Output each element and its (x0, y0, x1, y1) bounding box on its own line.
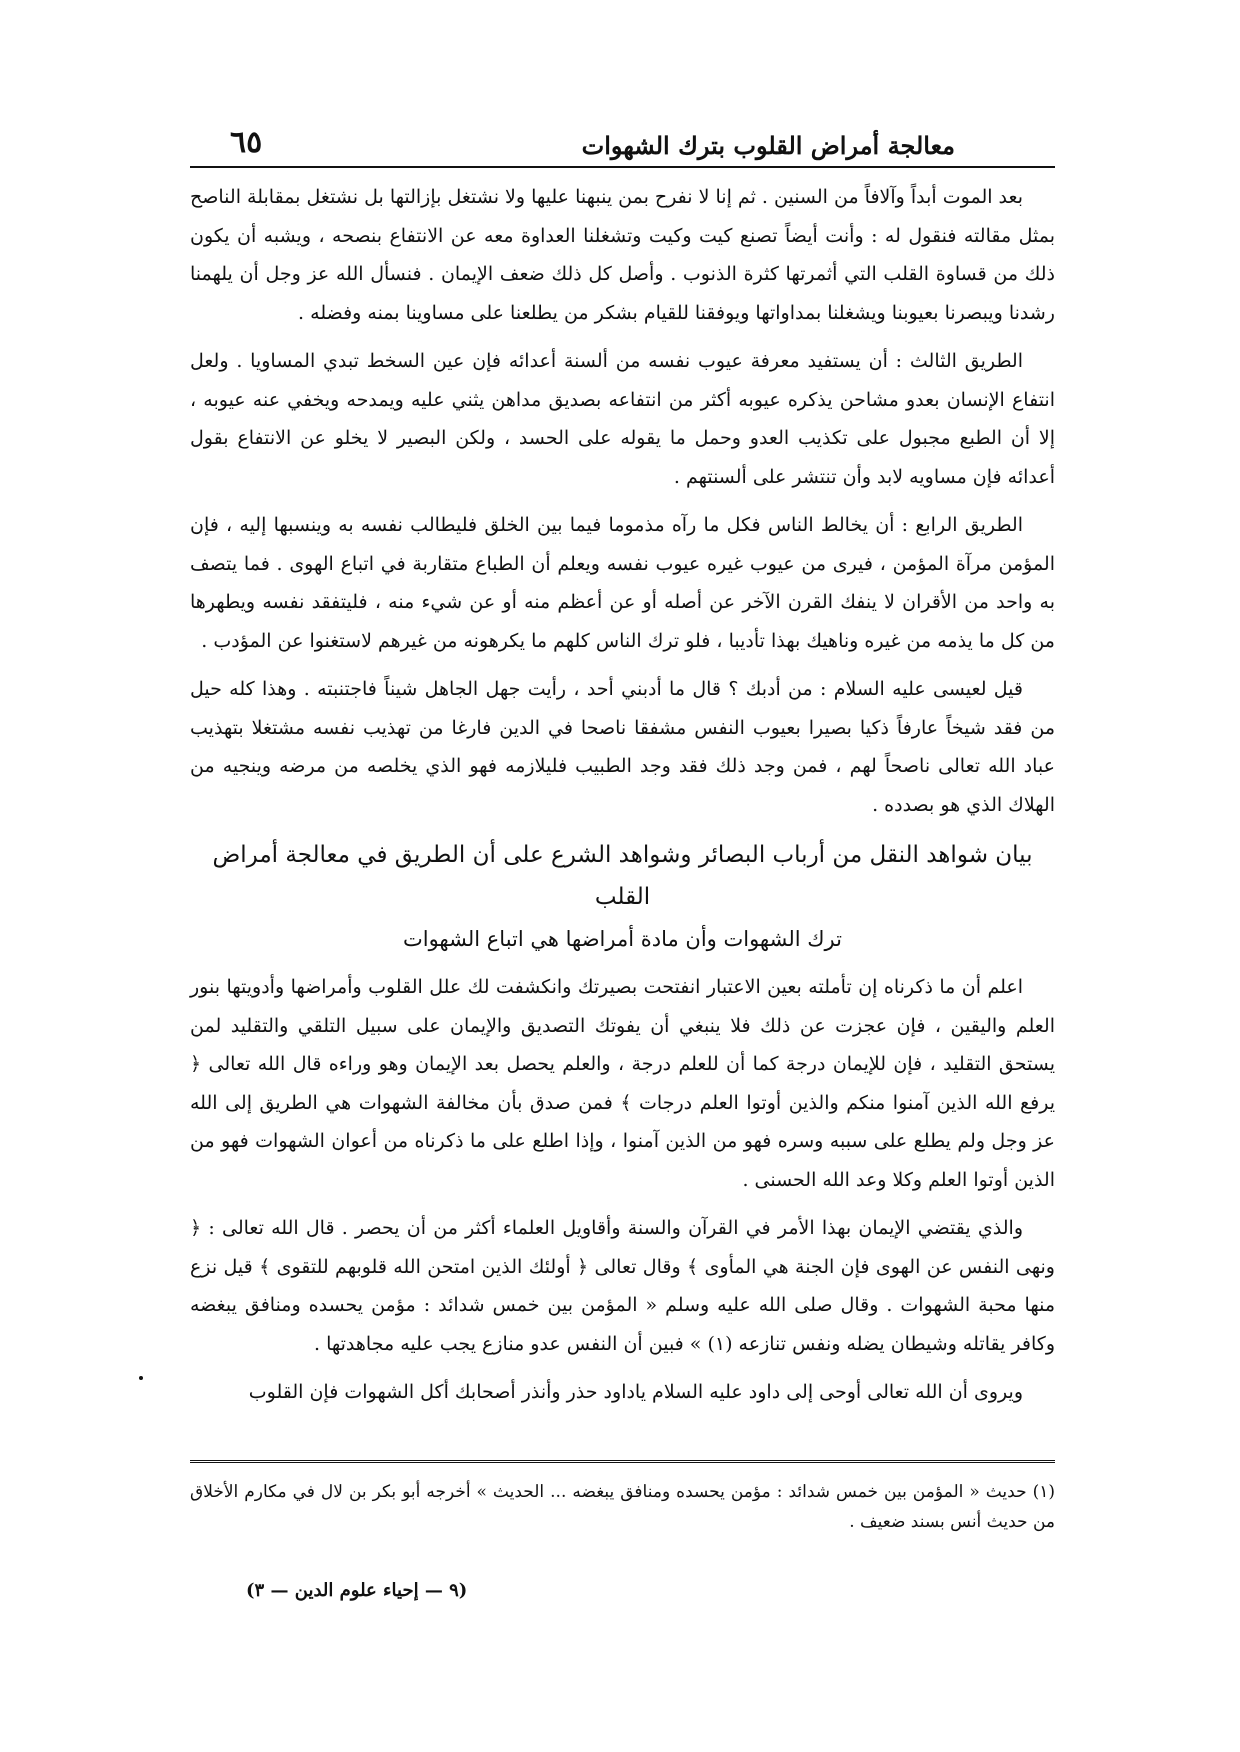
margin-dot (139, 1376, 143, 1380)
main-text (190, 178, 1055, 1412)
paragraph: ويروى أن الله تعالى أوحى إلى داود عليه السلام ياداود حذر وأنذر أصحابك أكل الشهوات فإن القلوب (248, 1381, 1023, 1403)
paragraph: الطريق الثالث : أن يستفيد معرفة عيوب نفسه من ألسنة أعدائه فإن عين السخط تبدي المساويا . ولعل انتفاع الإنسان بعدو مشاحن يذكره عيوبه أكثر من انتفاعه بصديق مداهن يثني عليه ويمدحه ويخفي عنه عيوبه ، إلا أن الطبع مجبول على تكذيب العدو وحمل ما يقوله على الحسد ، ولكن البصير لا يخلو عن الانتفاع بقول أعدائه فإن مساويه لابد وأن تنتشر على ألسنتهم . (190, 350, 1055, 488)
paragraph: والذي يقتضي الإيمان بهذا الأمر في القرآن والسنة وأقاويل العلماء أكثر من أن يحصر . قال الله تعالى : ﴿ ونهى النفس عن الهوى فإن الجنة هي المأوى ﴾ وقال تعالى ﴿ أولئك الذين امتحن الله قلوبهم للتقوى ﴾ قيل نزع منها محبة الشهوات . وقال صلى الله عليه وسلم « المؤمن بين خمس شدائد : مؤمن يحسده ومنافق يبغضه وكافر يقاتله وشيطان يضله ونفس تنازعه (١) » فبين أن النفس عدو منازع يجب عليه مجاهدتها . (190, 1217, 1055, 1355)
running-title: معالجة أمراض القلوب بترك الشهوات (581, 131, 955, 160)
page-number: ٦٥ (230, 125, 263, 160)
paragraph: الطريق الرابع : أن يخالط الناس فكل ما رآه مذموما فيما بين الخلق فليطالب نفسه به وينسبها إليه ، فإن المؤمن مرآة المؤمن ، فيرى من عيوب غيره عيوب نفسه ويعلم أن الطباع متقاربة في اتباع الهوى . فما يتصف به واحد من الأقران لا ينفك القرن الآخر عن أصله أو عن أعظم منه أو عن شيء منه ، فليتفقد نفسه ويطهرها من كل ما يذمه من غيره وناهيك بهذا تأديبا ، فلو ترك الناس كلهم ما يكرهونه من غيرهم لاستغنوا عن المؤدب . (190, 514, 1055, 652)
signature-mark: (٩ — إحياء علوم الدين — ٣) (246, 1580, 468, 1601)
paragraph: قيل لعيسى عليه السلام : من أدبك ؟ قال ما أدبني أحد ، رأيت جهل الجاهل شيناً فاجتنبته . وهذا كله حيل من فقد شيخاً عارفاً ذكيا بصيرا بعيوب النفس مشفقا ناصحا في الدين فارغا من تهذيب نفسه مشتغلا بتهذيب عباد الله تعالى ناصحاً لهم ، فمن وجد ذلك فقد وجد الطبيب فليلازمه فهو الذي يخلصه من مرضه وينجيه من الهلاك الذي هو بصدده . (190, 678, 1055, 816)
running-header (190, 108, 1055, 168)
footnotes (190, 1460, 1055, 1537)
section-heading (190, 834, 1055, 960)
footnote-divider (190, 1460, 1055, 1463)
section-heading-line2: ترك الشهوات وأن مادة أمراضها هي اتباع الشهوات (402, 927, 842, 951)
paragraph: اعلم أن ما ذكرناه إن تأملته بعين الاعتبار انفتحت بصيرتك وانكشفت لك علل القلوب وأمراضها وأدويتها بنور العلم واليقين ، فإن عجزت عن ذلك فلا ينبغي أن يفوتك التصديق والإيمان على سبيل التلقي والتقليد لمن يستحق التقليد ، فإن للإيمان درجة كما أن للعلم درجة ، والعلم يحصل بعد الإيمان وهو وراءه قال الله تعالى ﴿ يرفع الله الذين آمنوا منكم والذين أوتوا العلم درجات ﴾ فمن صدق بأن مخالفة الشهوات هي الطريق إلى الله عز وجل ولم يطلع على سببه وسره فهو من الذين آمنوا ، وإذا اطلع على ما ذكرناه من أعوان الشهوات فهو من الذين أوتوا العلم وكلا وعد الله الحسنى . (190, 976, 1055, 1191)
section-heading-line1: بيان شواهد النقل من أرباب البصائر وشواهد الشرع على أن الطريق في معالجة أمراض القلب (212, 842, 1033, 910)
footnote: (١) حديث « المؤمن بين خمس شدائد : مؤمن يحسده ومنافق يبغضه ... الحديث » أخرجه أبو بكر بن لال في مكارم الأخلاق من حديث أنس بسند ضعيف . (190, 1482, 1055, 1532)
paragraph: بعد الموت أبداً وآلافاً من السنين . ثم إنا لا نفرح بمن ينبهنا عليها ولا نشتغل بإزالتها بل نشتغل بمقابلة الناصح بمثل مقالته فنقول له : وأنت أيضاً تصنع كيت وكيت وتشغلنا العداوة معه عن الانتفاع بنصحه ، ويشبه أن يكون ذلك من قساوة القلب التي أثمرتها كثرة الذنوب . وأصل كل ذلك ضعف الإيمان . فنسأل الله عز وجل أن يلهمنا رشدنا ويبصرنا بعيوبنا ويشغلنا بمداواتها ويوفقنا للقيام بشكر من يطلعنا على مساوينا بمنه وفضله . (190, 186, 1055, 324)
page-content (190, 108, 1055, 1422)
